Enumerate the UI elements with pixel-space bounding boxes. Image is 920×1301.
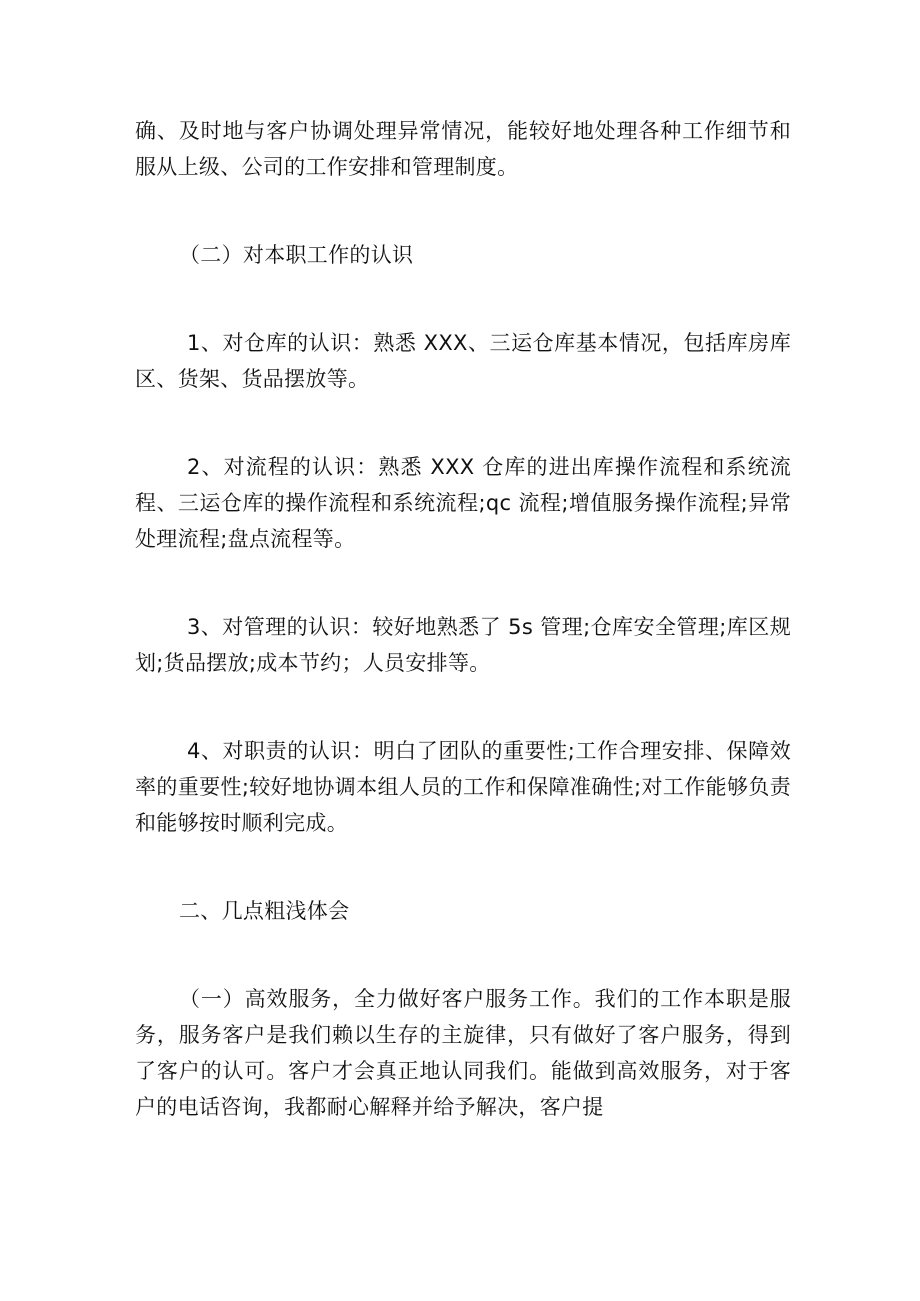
- paragraph-process: 2、对流程的认识：熟悉 XXX 仓库的进出库操作流程和系统流程、三运仓库的操作流程和系统流程;qc 流程;增值服务操作流程;异常处理流程;盘点流程等。: [135, 455, 791, 551]
- section-heading-experience: 二、几点粗浅体会: [179, 899, 350, 923]
- paragraph-management: 3、对管理的认识：较好地熟悉了 5s 管理;仓库安全管理;库区规划;货品摆放;成本节约；人员安排等。: [135, 615, 791, 675]
- paragraph-efficient-service: （一）高效服务，全力做好客户服务工作。我们的工作本职是服务，服务客户是我们赖以生存的主旋律，只有做好了客户服务，得到了客户的认可。客户才会真正地认同我们。能做到高效服务，对于客户的电话咨询，我都耐心解释并给予解决，客户提: [135, 987, 791, 1119]
- paragraph-responsibility: 4、对职责的认识：明白了团队的重要性;工作合理安排、保障效率的重要性;较好地协调本组人员的工作和保障准确性;对工作能够负责和能够按时顺利完成。: [135, 739, 791, 835]
- paragraph-continuation: 确、及时地与客户协调处理异常情况，能较好地处理各种工作细节和服从上级、公司的工作安排和管理制度。: [135, 119, 791, 179]
- document-body: [135, 113, 791, 1125]
- section-heading-understanding: （二）对本职工作的认识: [179, 243, 414, 267]
- paragraph-warehouse: 1、对仓库的认识：熟悉 XXX、三运仓库基本情况，包括库房库区、货架、货品摆放等。: [135, 331, 791, 391]
